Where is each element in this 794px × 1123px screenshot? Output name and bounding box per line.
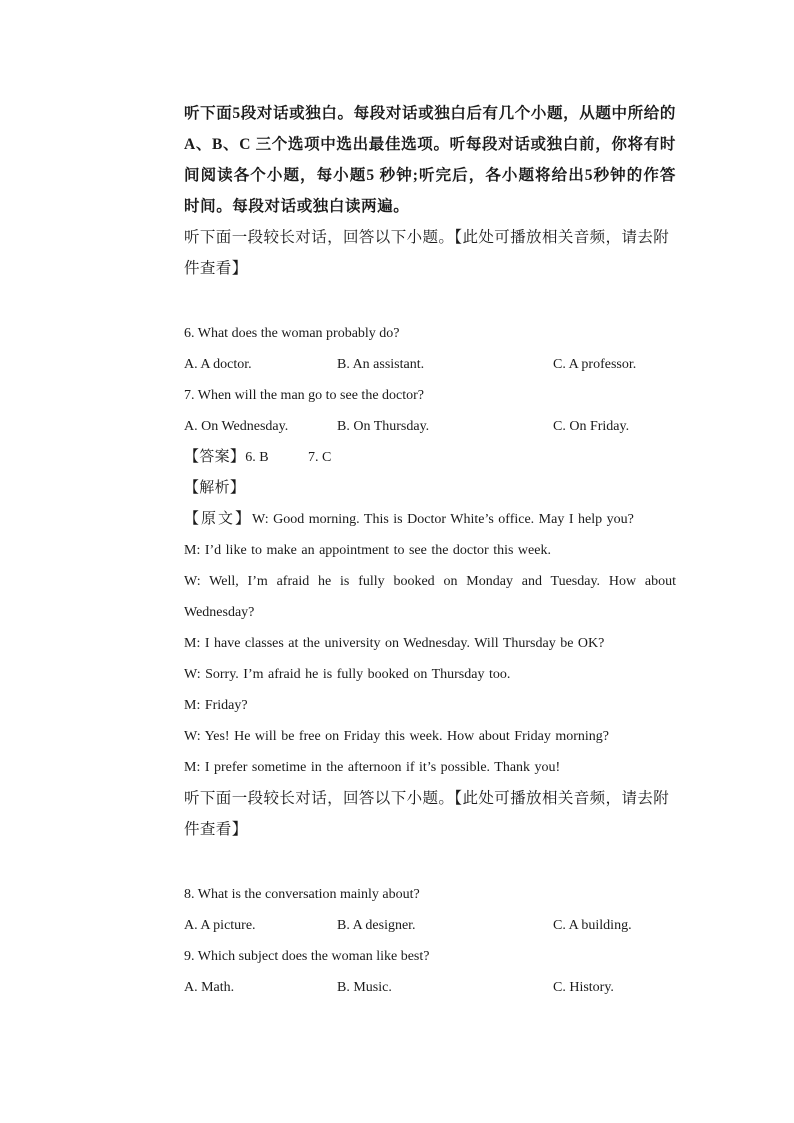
option-b: B. A designer. <box>337 918 416 933</box>
section2-instruction: 听下面一段较长对话，回答以下小题。【此处可播放相关音频，请去附件查看】 <box>184 790 670 838</box>
option-a: A. A doctor. <box>184 357 252 372</box>
dialogue-line: W: Sorry. I’m afraid he is fully booked on Thursday too. <box>184 667 511 682</box>
option-a: A. On Wednesday. <box>184 419 289 434</box>
answer-row <box>184 442 676 473</box>
dialogue-line: M: I’d like to make an appointment to see the doctor this week. <box>184 543 551 558</box>
dialogue-line <box>184 504 676 535</box>
option-a: A. A picture. <box>184 918 256 933</box>
spacer <box>184 845 676 879</box>
option-c: C. A building. <box>553 918 632 933</box>
answer-7: 7. C <box>308 450 332 465</box>
option-c: C. A professor. <box>553 357 637 372</box>
section-intro: 听下面5段对话或独白。每段对话或独白后有几个小题，从题中所给的 A、B、C 三个选项中选出最佳选项。听每段对话或独白前，你将有时间阅读各个小题，每小题5 秒钟;听完后，各小题将给出5秒钟的作答时间。每段对话或独白读两遍。 <box>184 105 676 215</box>
question-8-options <box>184 910 676 941</box>
original-text-tag: 【原文】 <box>184 511 253 527</box>
question-8: 8. What is the conversation mainly about? <box>184 887 420 902</box>
question-9: 9. Which subject does the woman like best? <box>184 949 430 964</box>
dialogue-line: W: Well, I’m afraid he is fully booked on Monday and Tuesday. How about Wednesday? <box>184 574 676 620</box>
answer-tag: 【答案】 <box>184 449 246 465</box>
question-7: 7. When will the man go to see the doctor? <box>184 388 425 403</box>
question-7-options <box>184 411 676 442</box>
option-b: B. Music. <box>337 980 392 995</box>
question-6: 6. What does the woman probably do? <box>184 326 400 341</box>
document-page <box>184 98 676 1003</box>
spacer <box>184 284 676 318</box>
dialogue-line: M: I have classes at the university on Wednesday. Will Thursday be OK? <box>184 636 605 651</box>
option-a: A. Math. <box>184 980 235 995</box>
dialogue-text: W: Good morning. This is Doctor White’s office. May I help you? <box>252 512 634 527</box>
option-b: B. An assistant. <box>337 357 425 372</box>
analysis-row <box>184 473 676 504</box>
option-c: C. History. <box>553 980 614 995</box>
option-b: B. On Thursday. <box>337 419 430 434</box>
option-c: C. On Friday. <box>553 419 630 434</box>
section1-instruction: 听下面一段较长对话，回答以下小题。【此处可播放相关音频，请去附件查看】 <box>184 229 670 277</box>
dialogue-line: W: Yes! He will be free on Friday this week. How about Friday morning? <box>184 729 610 744</box>
question-6-options <box>184 349 676 380</box>
dialogue-line: M: Friday? <box>184 698 248 713</box>
question-9-options <box>184 972 676 1003</box>
answer-6: 6. B <box>245 450 269 465</box>
dialogue-line: M: I prefer sometime in the afternoon if it’s possible. Thank you! <box>184 760 561 775</box>
analysis-tag: 【解析】 <box>184 480 246 496</box>
